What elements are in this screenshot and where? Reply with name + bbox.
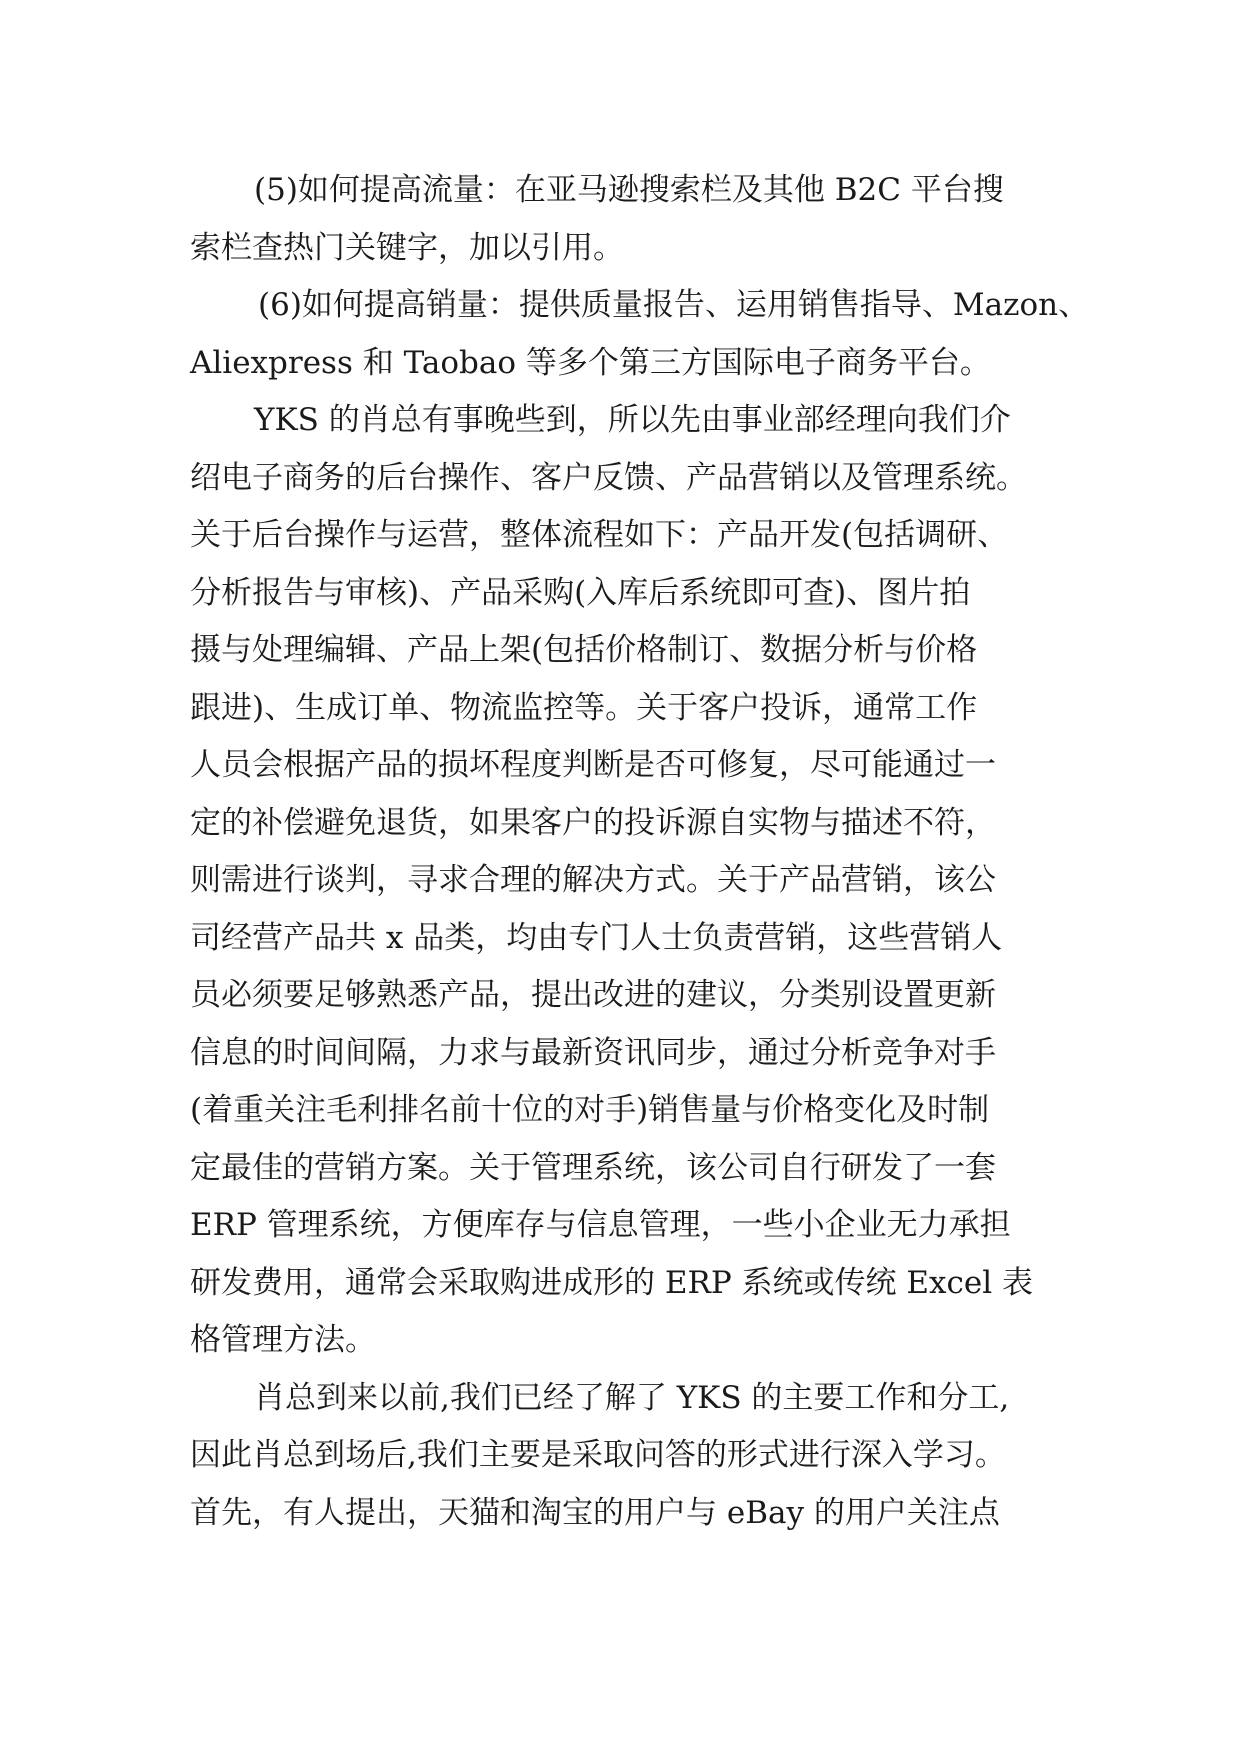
text-line: Aliexpress 和 Taobao 等多个第三方国际电子商务平台。 (190, 344, 991, 381)
text-line: 索栏查热门关键字，加以引用。 (190, 229, 624, 266)
text-line: 员必须要足够熟悉产品，提出改进的建议，分类别设置更新 (190, 977, 996, 1013)
text-line: 绍电子商务的后台操作、客户反馈、产品营销以及管理系统。 (190, 459, 1027, 496)
text-line: 研发费用，通常会采取购进成形的 ERP 系统或传统 Excel 表 (190, 1264, 1033, 1301)
text-line: (6)如何提高销量：提供质量报告、运用销售指导、Mazon、 (258, 287, 1090, 323)
text-line: 人员会根据产品的损坏程度判断是否可修复，尽可能通过一 (190, 747, 996, 783)
text-line: 信息的时间间隔，力求与最新资讯同步，通过分析竞争对手 (190, 1034, 996, 1071)
text-line: 首先，有人提出，天猫和淘宝的用户与 eBay 的用户关注点 (190, 1494, 1000, 1531)
text-line: 跟进)、生成订单、物流监控等。关于客户投诉，通常工作 (190, 689, 978, 726)
text-line: 定的补偿避免退货，如果客户的投诉源自实物与描述不符， (190, 804, 996, 841)
text-line: 关于后台操作与运营，整体流程如下：产品开发(包括调研、 (190, 517, 1009, 553)
text-line: 分析报告与审核)、产品采购(入库后系统即可查)、图片拍 (190, 574, 971, 611)
text-line: (5)如何提高流量：在亚马逊搜索栏及其他 B2C 平台搜 (254, 172, 1004, 208)
text-line: 定最佳的营销方案。关于管理系统，该公司自行研发了一套 (190, 1149, 996, 1186)
text-line: ERP 管理系统，方便库存与信息管理，一些小企业无力承担 (190, 1207, 1011, 1243)
text-line: 司经营产品共 x 品类，均由专门人士负责营销，这些营销人 (190, 919, 1003, 956)
text-line: 摄与处理编辑、产品上架(包括价格制订、数据分析与价格 (190, 632, 978, 668)
text-line: 则需进行谈判，寻求合理的解决方式。关于产品营销，该公 (190, 862, 996, 898)
text-line: 肖总到来以前,我们已经了解了 YKS 的主要工作和分工, (254, 1379, 1010, 1416)
text-line: 格管理方法。 (190, 1322, 376, 1358)
document-body (190, 162, 1090, 1542)
text-line: 因此肖总到场后,我们主要是采取问答的形式进行深入学习。 (190, 1437, 1006, 1473)
text-line: (着重关注毛利排名前十位的对手)销售量与价格变化及时制 (190, 1092, 990, 1128)
text-line: YKS 的肖总有事晚些到，所以先由事业部经理向我们介 (254, 402, 1011, 438)
